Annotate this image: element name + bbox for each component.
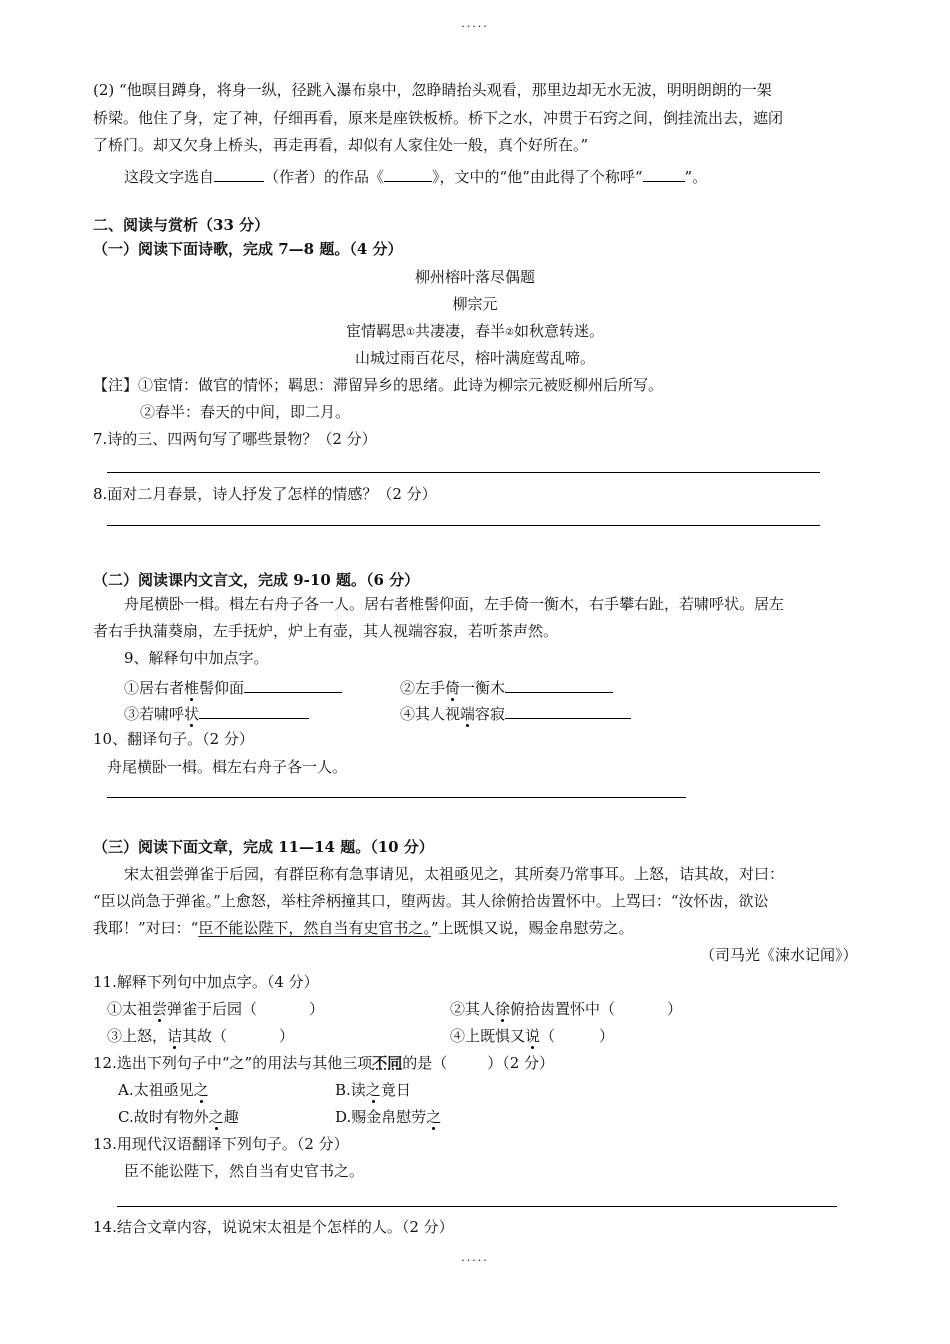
item-text: ） (279, 1027, 295, 1045)
answer-line[interactable] (107, 472, 820, 473)
question-7: 7.诗的三、四两句写了哪些景物？（2 分） (93, 430, 377, 448)
item-text: ③若啸呼 (124, 705, 185, 723)
underlined-sentence: 臣不能讼陛下，然自当有史官书之。 (198, 919, 431, 937)
passage-line: 了桥门。却又欠身上桥头，再走再看，却似有人家住处一般，真个好所在。” (93, 136, 589, 154)
passage-source: （司马光《涑水记闻》） (700, 946, 858, 964)
option-text: A.太祖亟见 (118, 1081, 194, 1099)
dotted-char: 之 (365, 1081, 381, 1099)
question-9-item-2 (400, 678, 613, 696)
passage-text: 我耶！”对曰：“ (93, 919, 199, 937)
poem-author: 柳宗元 (452, 295, 498, 313)
section-title: 二、阅读与赏析（33 分） (93, 216, 270, 234)
poem-text: 宦情羁思 (346, 322, 407, 340)
item-text: 12.选出下列句子中“之”的用法与其他三项 (93, 1054, 373, 1072)
poem-title: 柳州榕叶落尽偶题 (414, 268, 535, 286)
passage-line (93, 921, 634, 936)
dotted-char: 之 (426, 1108, 442, 1126)
answer-blank[interactable] (199, 704, 309, 719)
item-text: ） (309, 1000, 325, 1018)
dotted-char: 椎 (184, 679, 200, 697)
item-text: ） (667, 1000, 683, 1018)
item-text: ） (599, 1027, 615, 1045)
note-mark: ② (505, 327, 514, 338)
answer-blank[interactable] (384, 167, 432, 182)
item-text: 弹雀于后园（ (167, 1000, 258, 1018)
option-b[interactable] (335, 1083, 411, 1098)
passage-line: 舟尾横卧一楫。楫左右舟子各一人。居右者椎髻仰面，左手倚一衡木，右手攀右趾，若啸呼状。居左 (124, 595, 785, 613)
dotted-char: 诘 (167, 1027, 183, 1045)
item-text: ④上既惧又 (450, 1027, 526, 1045)
item-text: 其故（ (182, 1027, 228, 1045)
passage-line: 者右手执蒲葵扇，左手抚炉，炉上有壶，其人视端容寂，若听茶声然。 (93, 622, 559, 640)
question-9: 9、解释句中加点字。 (124, 649, 269, 667)
option-c[interactable] (118, 1110, 239, 1125)
item-text: 的是（ (402, 1054, 448, 1072)
footer-dots: ..... (461, 1251, 489, 1264)
answer-blank[interactable] (505, 678, 613, 693)
dotted-char: 徐 (495, 1000, 511, 1018)
question-11: 11.解释下列句中加点字。（4 分） (93, 973, 319, 991)
part-title: （二）阅读课内文言文，完成 9-10 题。（6 分） (93, 571, 420, 589)
answer-blank[interactable] (505, 704, 631, 719)
question-text: （作者）的作品《 (264, 168, 385, 186)
answer-blank[interactable] (214, 167, 264, 182)
option-a[interactable] (118, 1083, 209, 1098)
item-text: ②左手 (400, 679, 446, 697)
passage-line: 桥梁。他住了身，定了神，仔细再看，原来是座铁板桥。桥下之水，冲贯于石窍之间，倒挂流出去，遮闭 (93, 109, 784, 127)
option-text: 趣 (223, 1108, 239, 1126)
question-11-item-1 (107, 1002, 324, 1017)
dotted-char: 端 (460, 705, 476, 723)
emphasis-text: 不同 (372, 1054, 403, 1072)
poem-line (0, 324, 950, 339)
item-text: ②其人 (450, 1000, 496, 1018)
item-text: 俯拾齿置怀中（ (510, 1000, 616, 1018)
question-text: 这段文字选自 (124, 168, 215, 186)
note-mark: ① (406, 327, 415, 338)
item-text: ①太祖 (107, 1000, 153, 1018)
answer-blank[interactable] (244, 678, 342, 693)
note: 【注】①宦情：做官的情怀；羁思：滞留异乡的思绪。此诗为柳宗元被贬柳州后所写。 (93, 376, 664, 394)
item-text: 容寂 (475, 705, 506, 723)
question-11-item-2 (450, 1002, 682, 1017)
question-14: 14.结合文章内容，说说宋太祖是个怎样的人。（2 分） (93, 1218, 454, 1236)
option-text: D.赐金帛慰劳 (335, 1108, 427, 1126)
passage-text: ”上既惧又说，赐金帛慰劳之。 (430, 919, 634, 937)
answer-blank[interactable] (643, 167, 685, 182)
poem-text: 如秋意转迷。 (513, 322, 604, 340)
question-8: 8.面对二月春景，诗人抒发了怎样的情感？（2 分） (93, 485, 437, 503)
dotted-char: 尝 (152, 1000, 168, 1018)
question-13: 13.用现代汉语翻译下列句子。（2 分） (93, 1135, 349, 1153)
option-text: 竟日 (380, 1081, 411, 1099)
part-title: （一）阅读下面诗歌，完成 7—8 题。（4 分） (93, 240, 403, 258)
translate-sentence: 臣不能讼陛下，然自当有史官书之。 (124, 1162, 365, 1180)
item-text: 髻仰面 (199, 679, 245, 697)
question-9-item-4 (400, 704, 631, 722)
answer-line[interactable] (107, 797, 686, 798)
question-11-item-4 (450, 1029, 614, 1044)
note: ②春半：春天的中间，即二月。 (140, 403, 351, 421)
option-text: C.故时有物外 (118, 1108, 209, 1126)
answer-line[interactable] (117, 1206, 837, 1207)
item-text: ①居右者 (124, 679, 185, 697)
question-9-item-3 (124, 704, 309, 722)
dotted-char: 之 (208, 1108, 224, 1126)
answer-line[interactable] (107, 525, 820, 526)
option-text: B.读 (335, 1081, 366, 1099)
question-9-item-1 (124, 678, 342, 696)
poem-text: 共凄凄，春半 (414, 322, 505, 340)
passage-line: “臣以尚急于弹雀。”上愈怒，举柱斧柄撞其口，堕两齿。其人徐俯拾齿置怀中。上骂曰：“汝怀齿，欲讼 (93, 892, 769, 910)
item-text: 一衡木 (460, 679, 506, 697)
part-title: （三）阅读下面文章，完成 11—14 题。（10 分） (93, 838, 434, 856)
item-text: （ (540, 1027, 556, 1045)
item-text: ④其人视 (400, 705, 461, 723)
question-10: 10、翻译句子。（2 分） (93, 730, 254, 748)
dotted-char: 倚 (445, 679, 461, 697)
poem-line: 山城过雨百花尽，榕叶满庭莺乱啼。 (354, 349, 595, 367)
question-text: ”。 (684, 168, 708, 186)
passage-line: (2) “他暝目蹲身，将身一纵，径跳入瀑布泉中，忽睁睛抬头观看，那里边却无水无波，明明朗朗的一架 (93, 81, 772, 99)
option-d[interactable] (335, 1110, 441, 1125)
question-fill-source (124, 167, 707, 185)
dotted-char: 说 (525, 1027, 541, 1045)
question-11-item-3 (107, 1029, 294, 1044)
header-dots: ..... (461, 17, 489, 30)
passage-line: 宋太祖尝弹雀于后园，有群臣称有急事请见，太祖亟见之，其所奏乃常事耳。上怒，诘其故，对曰： (124, 865, 785, 883)
question-12 (93, 1056, 554, 1071)
translate-sentence: 舟尾横卧一楫。楫左右舟子各一人。 (107, 758, 348, 776)
question-text: 》，文中的“他”由此得了个称呼“ (432, 168, 643, 186)
item-text: ）（2 分） (487, 1054, 555, 1072)
dotted-char: 之 (193, 1081, 209, 1099)
item-text: ③上怒， (107, 1027, 168, 1045)
dotted-char: 状 (184, 705, 200, 723)
